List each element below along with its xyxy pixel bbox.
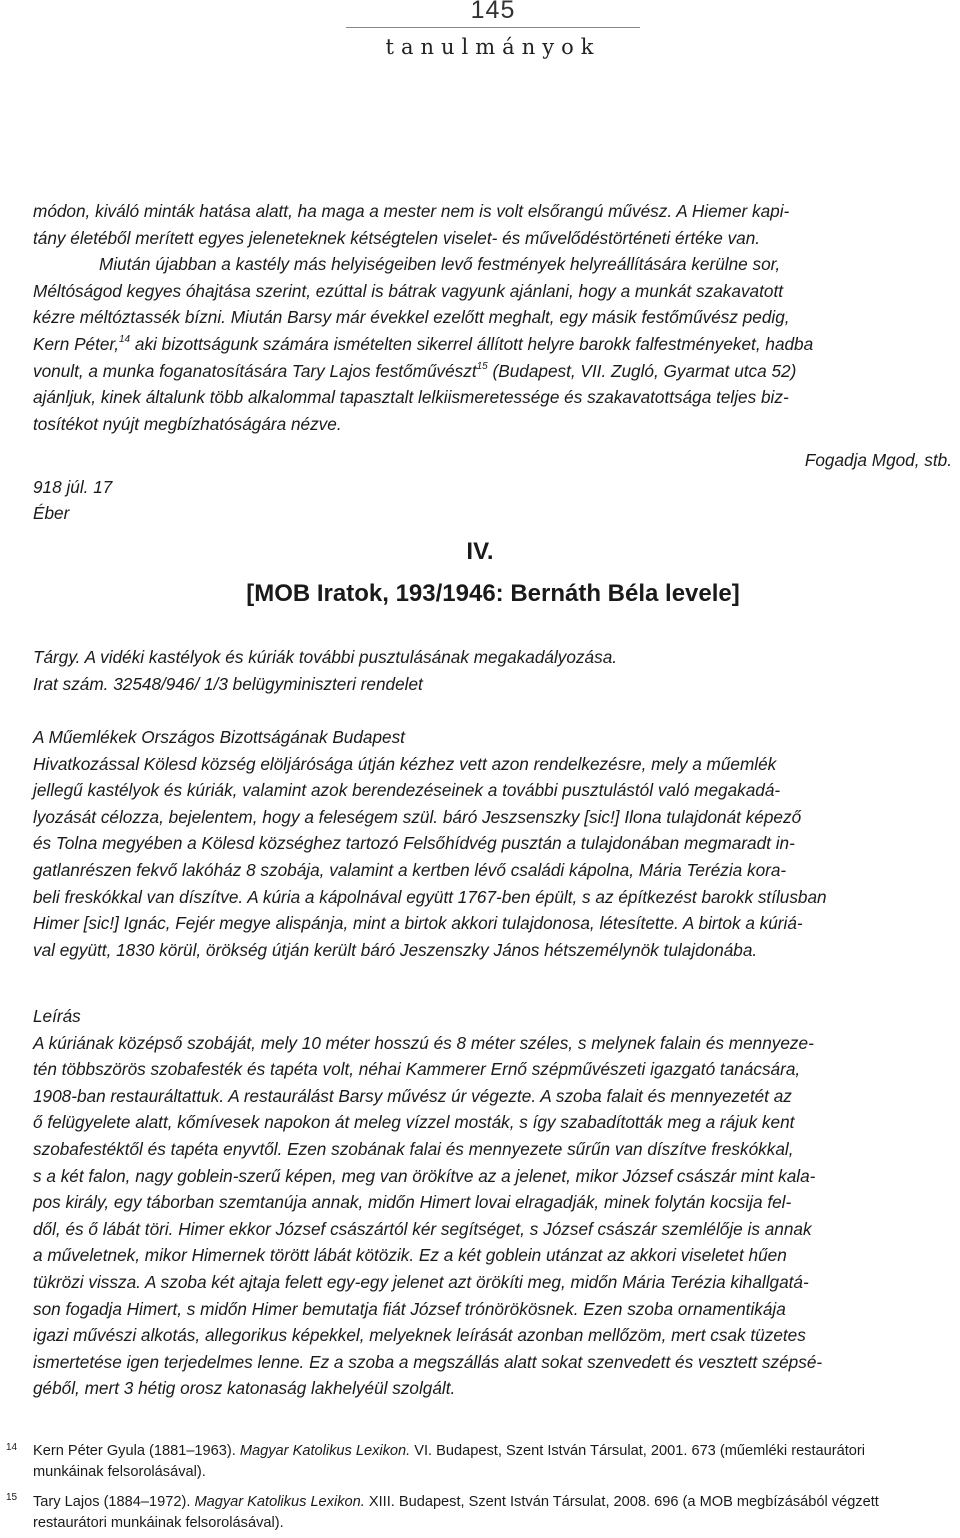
text-line	[33, 331, 953, 358]
text-line: módon, kiváló minták hatása alatt, ha maga a mester nem is volt elsőrangú művész. A Hiemer kapi-	[33, 201, 790, 221]
text-segment: Miután Barsy már évekkel ezelőtt meghalt, egy másik festőművész pedig,	[225, 307, 790, 328]
text-line: a műveletnek, mikor Himernek törött lábát kötözik. Ez a két goblein utánzat az akkori viseletet hűen	[33, 1245, 787, 1266]
footnote-line	[33, 1441, 948, 1462]
footnote-text	[33, 1441, 948, 1483]
cited-work: Magyar Katolikus Lexikon.	[194, 1494, 365, 1510]
text-line: ismertetése igen terjedelmes lenne. Ez a szoba a megszállás alatt sokat szenvedett és vesztett szépsé-	[33, 1351, 823, 1372]
text-line: beli freskókkal van díszítve. A kúria a kápolnával együtt 1767-ben épült, s az építkezést barokk stílusban	[33, 886, 827, 907]
page-number: 145	[470, 0, 516, 24]
text-line	[33, 358, 953, 385]
subject-line: Tárgy. A vidéki kastélyok és kúriák további pusztulásának megakadályozása.	[33, 647, 618, 667]
footnote-ref: 15	[476, 360, 488, 372]
running-header	[346, 0, 640, 70]
text-segment: Kern Péter Gyula (1881–1963).	[33, 1443, 240, 1459]
text-segment: vonult, a munka foganatosítására Tary Lajos festőművészt	[33, 360, 477, 381]
text-line	[33, 304, 953, 331]
text-line: val együtt, 1830 körül, örökség útján került báró Jeszenszky János hétszemélynök tulajdonába.	[33, 939, 758, 960]
text-line: és Tolna megyében a Kölesd községhez tartozó Felsőhídvég pusztán a tulajdonában megmaradt in-	[33, 833, 795, 854]
description-heading: Leírás	[33, 1006, 81, 1026]
text-line: tány életéből merített egyes jeleneteknek kétségtelen viselet- és művelődéstörténeti értéke van.	[33, 227, 761, 248]
letter-date: 918 júl. 17	[33, 477, 113, 497]
text-line: s a két falon, nagy goblein-szerű képen, meg van örökítve az a jelenet, mikor József császár mint kala-	[33, 1165, 816, 1186]
description-block	[33, 1003, 953, 1402]
text-line: lyozását célozza, bejelentem, hogy a feleségem szül. báró Jeszsenszky [sic!] Ilona tulajdonát képező	[33, 806, 802, 827]
text-line: Hivatkozással Kölesd község elöljárósága útján kézhez vett azon rendelkezésre, mely a műemlék	[33, 753, 777, 774]
footnote-line	[33, 1492, 948, 1513]
text-segment: kézre méltóztassék bízni.	[33, 307, 226, 328]
text-line: Méltóságod kegyes óhajtása szerint, ezúttal is bátrak vagyunk ajánlani, hogy a munkát szakavatott	[33, 280, 783, 301]
text-line: géből, mert 3 hétig orosz katonaság lakhelyéül szolgált.	[33, 1378, 456, 1399]
section-title: [MOB Iratok, 193/1946: Bernáth Béla levele]	[246, 580, 740, 607]
section-number: IV.	[466, 538, 494, 565]
text-segment: Kern Péter,	[33, 333, 119, 354]
text-line: szobafestéktől és tapéta enyvtől. Ezen szobának falai és mennyezete sűrűn van díszítve freskókkal,	[33, 1138, 794, 1159]
text-line: 1908-ban restauráltattuk. A restaurálást Barsy művész úr végezte. A szoba falait és mennyezetét az	[33, 1085, 792, 1106]
letter-body	[33, 198, 953, 437]
text-line: Himer [sic!] Ignác, Fejér megye alispánja, mint a birtok akkori tulajdonosa, létesítette. A birtok a kúriá-	[33, 913, 803, 934]
footnote-text	[33, 1492, 948, 1534]
footnote-ref: 14	[119, 333, 131, 345]
text-line: dől, és ő lábát töri. Himer ekkor József császártól kér segítséget, s József császár szemlélője is annak	[33, 1218, 812, 1239]
footnote-number: 15	[6, 1492, 18, 1503]
text-line: ajánljuk, kinek általunk több alkalommal tapasztalt lelkiismeretessége és szakavatottsága teljes biz-	[33, 387, 789, 408]
text-line: tén többszörös szobafesték és tapéta volt, néhai Kammerer Ernő szépművészeti igazgató tanácsára,	[33, 1059, 801, 1080]
text-line: ő felügyelete alatt, kőmívesek napokon át meleg vízzel mosták, s így szabadították meg a rájuk kent	[33, 1112, 795, 1133]
text-line: gatlanrészen fekvő lakóház 8 szobája, valamint a kertben lévő családi kápolna, Mária Terézia kora-	[33, 859, 787, 880]
letter-closing: Fogadja Mgod, stb.	[804, 450, 952, 470]
footnote-number: 14	[6, 1442, 18, 1453]
footnote-line: munkáinak felsorolásával).	[33, 1464, 206, 1480]
reference-line: Irat szám. 32548/946/ 1/3 belügyminiszteri rendelet	[33, 673, 423, 694]
text-line: jellegű kastélyok és kúriák, valamint azok berendezéseinek a további pusztulástól való megakadá-	[33, 780, 781, 801]
text-segment: VI. Budapest, Szent István Társulat, 2001. 673 (műemléki restaurátori	[410, 1443, 866, 1459]
section-label: tanulmányok	[385, 35, 601, 59]
text-line: A kúriának középső szobáját, mely 10 méter hosszú és 8 méter széles, s melynek falain és mennyeze-	[33, 1032, 814, 1053]
text-segment: (Budapest, VII. Zugló, Gyarmat utca 52)	[487, 360, 797, 381]
letter-signature: Éber	[33, 503, 70, 523]
text-line: Miután újabban a kastély más helyiségeiben levő festmények helyreállítására kerülne sor,	[99, 254, 781, 275]
text-line: tükrözi vissza. A szoba két ajtaja felett egy-egy jelenet azt örökíti meg, midőn Mária Terézia kihallgatá-	[33, 1271, 809, 1292]
text-segment: aki bizottságunk számára ismételten sikerrel állított helyre barokk falfestményeket, hadba	[130, 333, 814, 354]
text-line: tosítékot nyújt megbízhatóságára nézve.	[33, 413, 342, 434]
header-rule	[346, 27, 640, 28]
text-line: son fogadja Himert, s midőn Himer bemutatja fiát József trónörökösnek. Ezen szoba ornamentikája	[33, 1298, 786, 1319]
text-line: A Műemlékek Országos Bizottságának Budapest	[33, 727, 405, 747]
footnote-line: restaurátori munkáinak felsorolásával).	[33, 1515, 284, 1531]
text-line: igazi művészi alkotás, allegorikus képekkel, melyeknek leírását azonban mellőzöm, mert csak tüzetes	[33, 1325, 806, 1346]
text-segment: Tary Lajos (1884–1972).	[33, 1494, 195, 1510]
subject-block	[33, 644, 953, 697]
text-segment: XIII. Budapest, Szent István Társulat, 2008. 696 (a MOB megbízásából végzett	[364, 1494, 879, 1510]
cited-work: Magyar Katolikus Lexikon.	[239, 1443, 411, 1459]
text-line: pos király, egy táborban szemtanúja annak, midőn Himert lovai elragadják, minek folytán kocsija fel-	[33, 1192, 792, 1213]
letter-body-2	[33, 724, 953, 963]
